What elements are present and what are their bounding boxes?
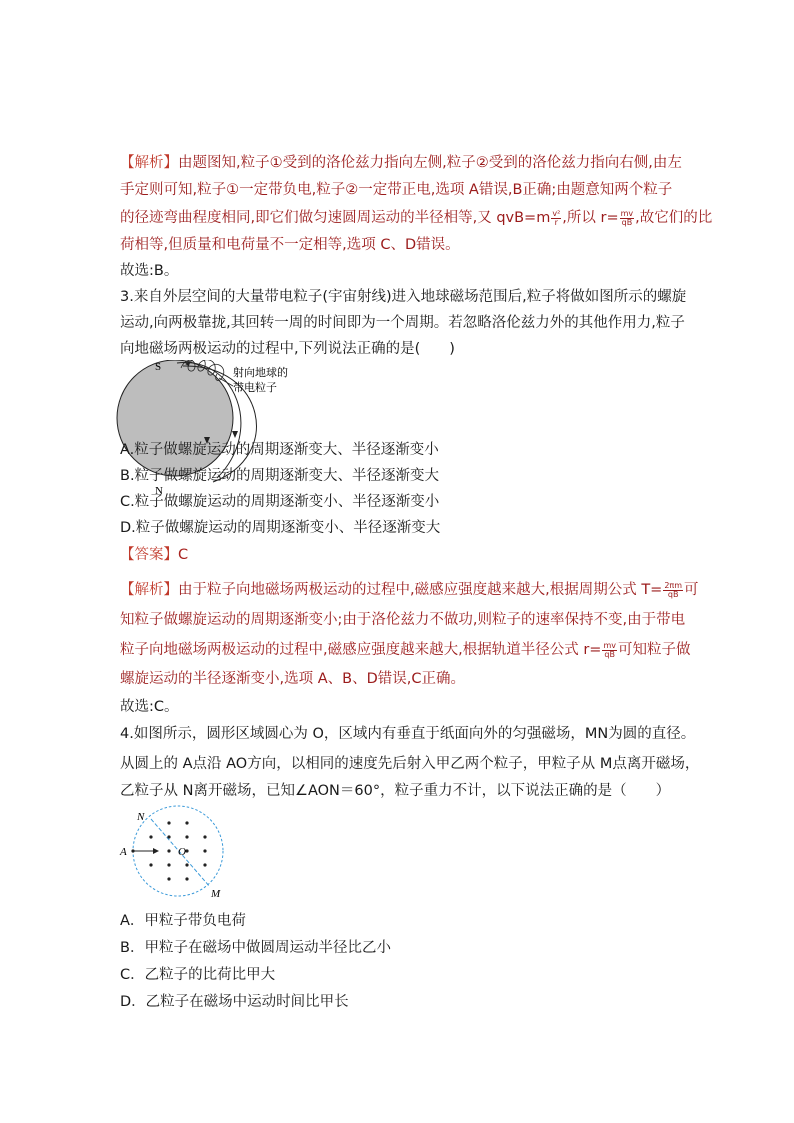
question-3-option-a: A.粒子做螺旋运动的周期逐渐变大、半径逐渐变小 — [120, 442, 439, 458]
fraction-mv-over-qb: $\frac{mv}{qB}$ — [620, 208, 634, 227]
question-4-line-1: 4.如图所示，圆形区域圆心为 O，区域内有垂直于纸面向外的匀强磁场，MN为圆的直径。 — [120, 726, 696, 742]
label-m: M — [211, 888, 221, 900]
solution-3-line-4: 螺旋运动的半径逐渐变小,选项 A、B、D错误,C正确。 — [120, 671, 465, 687]
north-pole-label: N — [155, 485, 163, 497]
question-4-option-a: A．甲粒子带负电荷 — [120, 913, 246, 929]
fraction-2pim-over-qb: $\frac{2\pi m}{qB}$ — [664, 580, 683, 599]
question-4-line-2: 从圆上的 A点沿 AO方向，以相同的速度先后射入甲乙两个粒子，甲粒子从 M点离开磁场， — [120, 756, 700, 772]
solution-2-line-3: 的径迹弯曲程度相同,即它们做匀速圆周运动的半径相等,又 qvB=m $\frac{\text{v²}}{r}$ ,所以 r= $\frac{mv}{qB}$ ,故它们的比 — [120, 208, 713, 227]
point-a — [131, 849, 134, 852]
question-3-line-1: 3.来自外层空间的大量带电粒子(宇宙射线)进入地球磁场范围后,粒子将做如图所示的螺旋 — [120, 289, 687, 305]
question-3-line-3: 向地磁场两极运动的过程中,下列说法正确的是( ) — [120, 341, 455, 357]
solution-3-line-2: 知粒子做螺旋运动的周期逐渐变小;由于洛伦兹力不做功,则粒子的速率保持不变,由于带电 — [120, 612, 686, 628]
solution-2-line-2: 手定则可知,粒子①一定带负电,粒子②一定带正电,选项 A错误,B正确;由题意知两个粒子 — [120, 182, 673, 198]
question-4-option-d: D．乙粒子在磁场中运动时间比甲长 — [120, 994, 349, 1010]
label-n: N — [137, 811, 145, 823]
label-o: O — [178, 846, 186, 858]
solution-2-line-1: 【解析】由题图知,粒子①受到的洛伦兹力指向左侧,粒子②受到的洛伦兹力指向右侧,由左 — [120, 155, 682, 171]
question-3-line-2: 运动,向两极靠拢,其回转一周的时间即为一个周期。若忽略洛伦兹力外的其他作用力,粒子 — [120, 315, 685, 331]
question-3-option-d: D.粒子做螺旋运动的周期逐渐变小、半径逐渐变大 — [120, 520, 441, 536]
fraction-mv-over-qb-2: $\frac{mv}{qB}$ — [603, 640, 616, 659]
question-3-answer: 【答案】C — [120, 547, 189, 563]
solution-3-choice: 故选:C。 — [120, 699, 179, 715]
solution-tag: 【解析】 — [120, 155, 178, 171]
question-3-option-c: C.粒子做螺旋运动的周期逐渐变小、半径逐渐变小 — [120, 494, 440, 510]
figure-label-line-1: 射向地球的 — [233, 367, 288, 379]
fraction-v2-over-r: $\frac{\text{v²}}{r}$ — [552, 208, 561, 227]
label-a: A — [120, 846, 127, 858]
arrow-outer-icon — [232, 431, 238, 438]
question-3-option-b: B.粒子做螺旋运动的周期逐渐变大、半径逐渐变大 — [120, 468, 440, 484]
solution-2-choice: 故选:B。 — [120, 263, 179, 279]
question-4-option-c: C．乙粒子的比荷比甲大 — [120, 967, 276, 983]
solution-3-line-1: 【解析】由于粒子向地磁场两极运动的过程中,磁感应强度越来越大,根据周期公式 T= $\frac{2\pi m}{qB}$ 可 — [120, 580, 699, 599]
question-4-line-3: 乙粒子从 N离开磁场，已知∠AON＝60°，粒子重力不计，以下说法正确的是（ ） — [120, 783, 671, 799]
figure-label-line-2: 带电粒子 — [233, 382, 277, 394]
solution-3-line-3: 粒子向地磁场两极运动的过程中,磁感应强度越来越大,根据轨道半径公式 r= $\frac{mv}{qB}$ 可知粒子做 — [120, 640, 691, 659]
question-4-option-b: B．甲粒子在磁场中做圆周运动半径比乙小 — [120, 940, 391, 956]
circular-field-figure — [115, 805, 235, 901]
velocity-arrow-icon — [153, 848, 159, 854]
south-pole-label: S — [155, 361, 162, 373]
solution-2-line-4: 荷相等,但质量和电荷量不一定相等,选项 C、D错误。 — [120, 237, 460, 253]
